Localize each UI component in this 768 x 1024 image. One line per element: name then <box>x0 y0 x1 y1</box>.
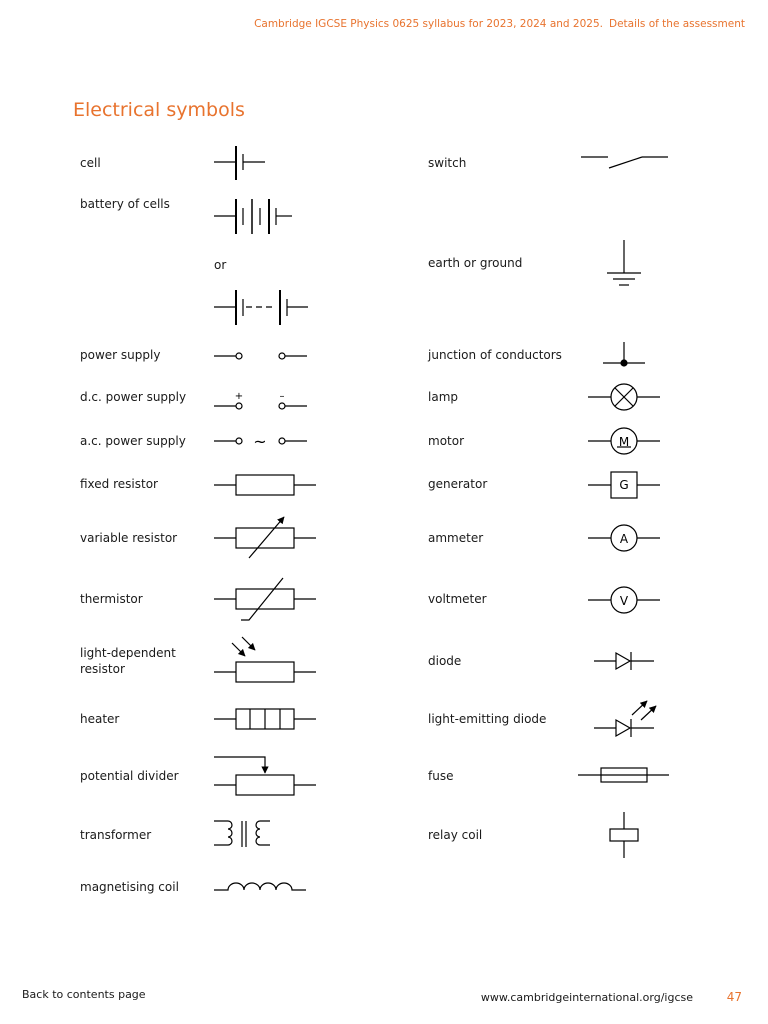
label-cell: cell <box>80 156 101 170</box>
label-heater: heater <box>80 712 120 726</box>
fixed-resistor-symbol <box>214 475 316 495</box>
label-earth: earth or ground <box>428 256 523 270</box>
transformer-symbol <box>214 821 270 847</box>
label-or: or <box>214 258 227 272</box>
label-lamp: lamp <box>428 390 458 404</box>
label-relay-coil: relay coil <box>428 828 483 842</box>
earth-symbol <box>607 240 641 285</box>
label-dc-power-supply: d.c. power supply <box>80 390 187 404</box>
label-magnetising-coil: magnetising coil <box>80 880 179 894</box>
label-thermistor: thermistor <box>80 592 143 606</box>
lamp-symbol <box>588 384 660 410</box>
dc-minus-glyph: – <box>279 391 285 402</box>
ammeter-letter: A <box>619 532 629 546</box>
voltmeter-letter: V <box>619 594 629 608</box>
cell-symbol <box>214 146 265 180</box>
dc-power-supply-symbol <box>214 403 307 409</box>
junction-symbol <box>603 342 645 366</box>
page-number: 47 <box>726 990 742 1004</box>
battery-alt-symbol <box>214 290 308 325</box>
label-generator: generator <box>428 477 488 491</box>
label-variable-resistor: variable resistor <box>80 531 178 545</box>
generator-letter: G <box>619 478 629 492</box>
label-power-supply: power supply <box>80 348 161 362</box>
label-fixed-resistor: fixed resistor <box>80 477 158 491</box>
battery-symbol <box>214 199 292 234</box>
label-junction: junction of conductors <box>428 348 562 362</box>
label-motor: motor <box>428 434 465 448</box>
label-ac-power-supply: a.c. power supply <box>80 434 186 448</box>
power-supply-symbol <box>214 353 307 359</box>
thermistor-symbol <box>214 578 316 620</box>
potential-divider-symbol <box>214 757 316 795</box>
page-title: Electrical symbols <box>73 99 245 121</box>
ldr-symbol <box>214 637 316 682</box>
magnetising-coil-symbol <box>214 883 306 890</box>
label-ammeter: ammeter <box>428 531 484 545</box>
label-switch: switch <box>428 156 467 170</box>
label-transformer: transformer <box>80 828 152 842</box>
label-ldr-line2: resistor <box>80 662 125 676</box>
motor-letter: M <box>618 435 630 449</box>
relay-coil-symbol <box>610 812 638 858</box>
header-doc-title: Cambridge IGCSE Physics 0625 syllabus for 2023, 2024 and 2025. <box>254 18 603 30</box>
dc-plus-glyph: + <box>234 391 244 402</box>
label-led: light-emitting diode <box>428 712 547 726</box>
label-ldr-line1: light-dependent <box>80 646 176 660</box>
heater-symbol <box>214 709 316 729</box>
label-diode: diode <box>428 654 462 668</box>
back-to-contents-link[interactable]: Back to contents page <box>22 988 146 1001</box>
variable-resistor-symbol <box>214 517 316 558</box>
label-voltmeter: voltmeter <box>428 592 487 606</box>
footer-url: www.cambridgeinternational.org/igcse <box>480 991 693 1004</box>
diode-symbol <box>594 652 654 670</box>
label-fuse: fuse <box>428 769 454 783</box>
label-potential-divider: potential divider <box>80 769 179 783</box>
header-section: Details of the assessment <box>608 18 745 30</box>
ac-tilde-glyph: ~ <box>253 432 267 451</box>
label-battery: battery of cells <box>80 197 170 211</box>
switch-symbol <box>581 157 668 168</box>
fuse-symbol <box>578 768 669 782</box>
led-symbol <box>594 701 656 737</box>
